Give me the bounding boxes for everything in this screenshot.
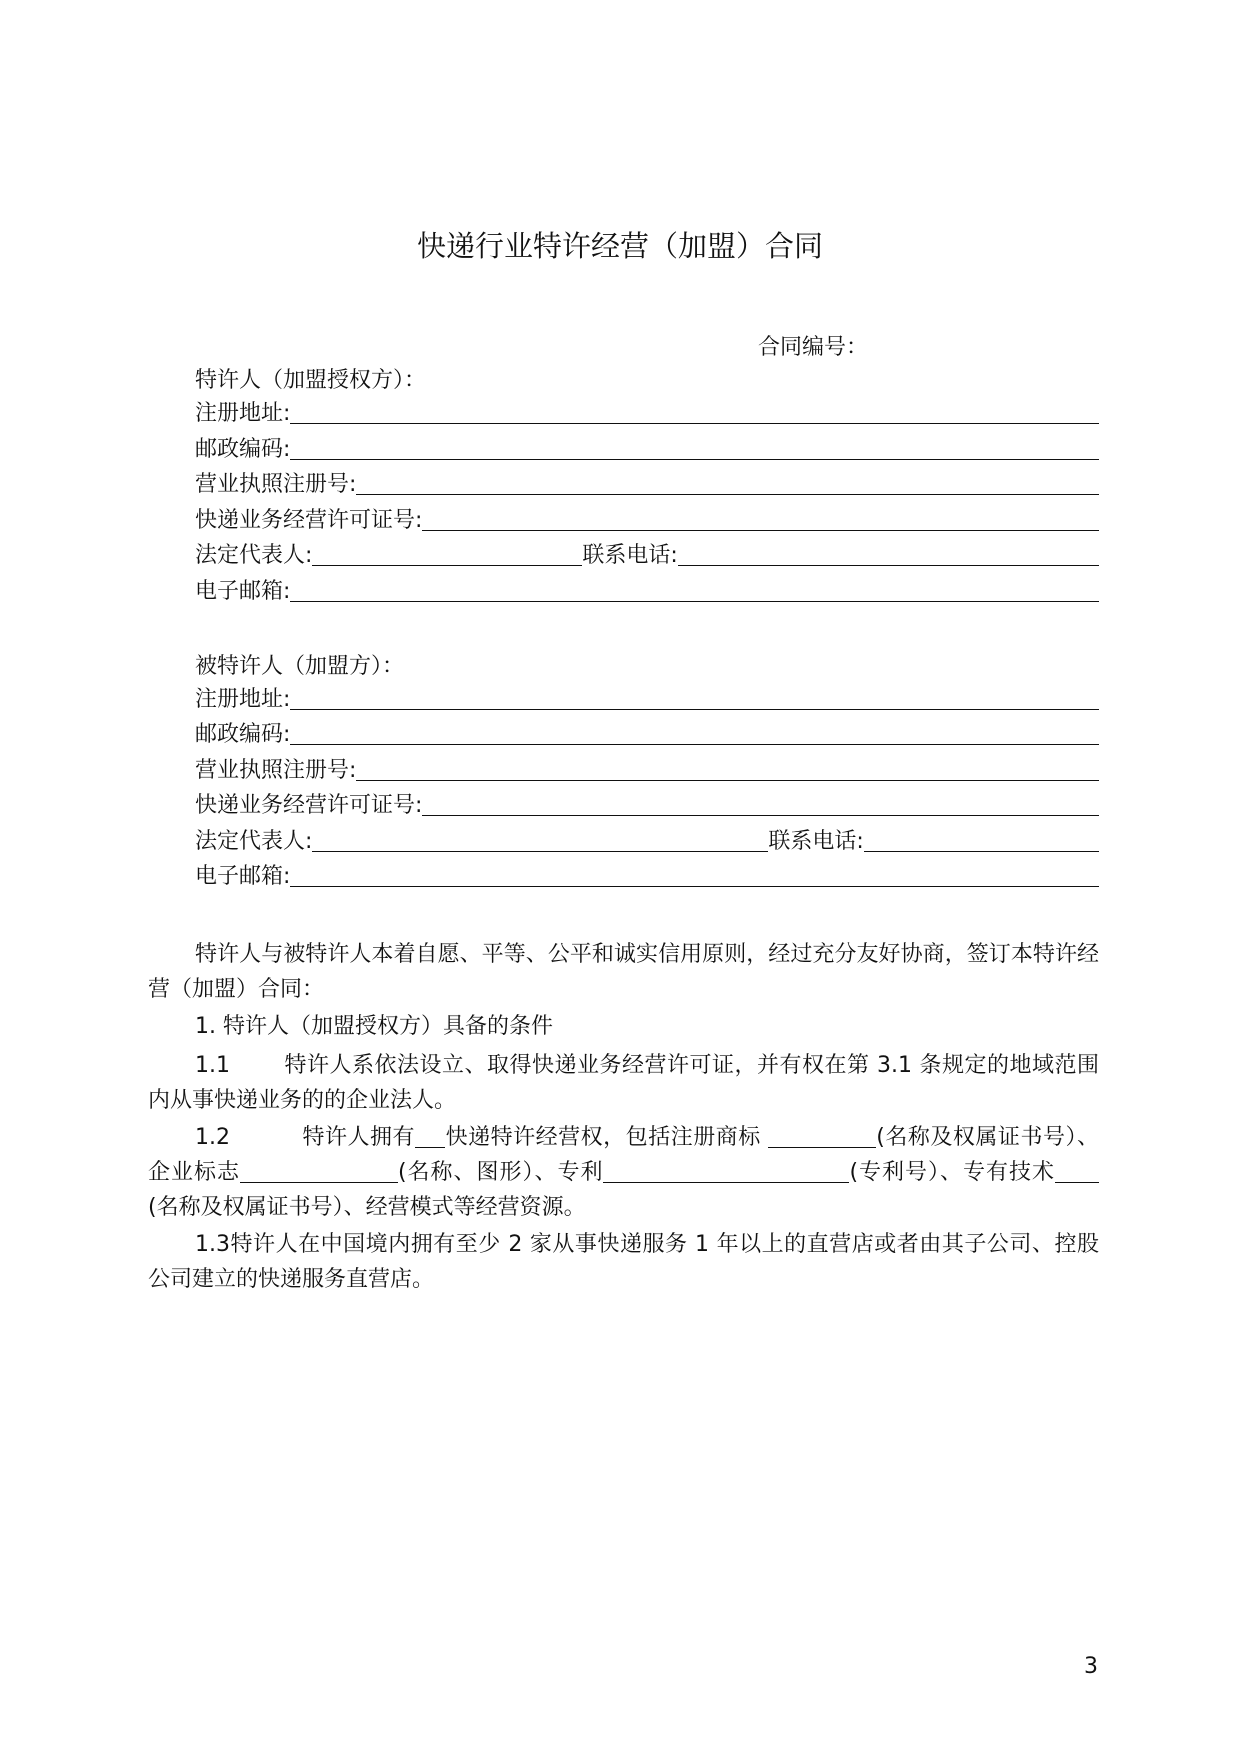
franchisee-postcode-field: [195, 719, 1099, 749]
page-number: 3: [1084, 1654, 1098, 1679]
logo-blank[interactable]: [240, 1158, 398, 1183]
franchisor-rep-phone-field: [195, 540, 1099, 570]
clause-1-2-part-b: 快递特许经营权，包括注册商标: [445, 1125, 761, 1150]
franchisee-phone-line[interactable]: [864, 827, 1099, 852]
franchisee-legal-rep-label: 法定代表人:: [195, 829, 313, 854]
franchisor-legal-rep-label: 法定代表人:: [195, 543, 313, 568]
franchisee-license-line[interactable]: [356, 756, 1099, 781]
franchisor-postcode-label: 邮政编码:: [195, 437, 291, 462]
franchisee-email-field: [195, 861, 1099, 891]
clause-1-2-part-c: (名称及权属证书号）、企业标志: [148, 1125, 1099, 1185]
section-1-text: 1. 特许人（加盟授权方）具备的条件: [195, 1014, 553, 1039]
franchisee-heading: 被特许人（加盟方）：: [195, 654, 405, 679]
franchisor-legal-rep-line[interactable]: [312, 541, 582, 566]
clause-1-2-number: 1.2: [195, 1125, 230, 1150]
franchisor-address-line[interactable]: [290, 399, 1099, 424]
clause-1-2-part-e: (专利号）、专有技术: [849, 1160, 1055, 1185]
clause-1-1: [148, 1048, 1099, 1118]
franchisor-email-field: [195, 576, 1099, 606]
contract-number-label: 合同编号：: [758, 335, 869, 360]
clause-1-1-number: 1.1: [195, 1053, 230, 1078]
clause-1-2-part-a: 特许人拥有: [302, 1125, 416, 1150]
franchisee-address-line[interactable]: [290, 685, 1099, 710]
franchisee-express-license-line[interactable]: [422, 791, 1099, 816]
franchisor-license-line[interactable]: [356, 470, 1099, 495]
patent-blank[interactable]: [603, 1158, 849, 1183]
franchisor-express-license-label: 快递业务经营许可证号:: [195, 508, 423, 533]
franchisor-address-field: [195, 398, 1099, 428]
franchisor-express-license-line[interactable]: [422, 506, 1099, 531]
franchisee-rep-phone-field: [195, 826, 1099, 856]
franchisee-license-field: [195, 755, 1099, 785]
clause-1-2-part-f: (名称及权属证书号）、经营模式等经营资源。: [148, 1195, 586, 1220]
clause-1-3-text: 1.3特许人在中国境内拥有至少 2 家从事快递服务 1 年以上的直营店或者由其子公司、控股公司建立的快递服务直营店。: [148, 1232, 1099, 1292]
franchisee-email-line[interactable]: [290, 862, 1099, 887]
trademark-blank[interactable]: [768, 1123, 876, 1148]
franchisee-postcode-line[interactable]: [290, 720, 1099, 745]
document-title: 快递行业特许经营（加盟）合同: [416, 229, 823, 263]
clause-1-2: [148, 1120, 1099, 1225]
intro-paragraph: [148, 937, 1099, 1007]
franchisor-postcode-line[interactable]: [290, 435, 1099, 460]
franchisee-postcode-label: 邮政编码:: [195, 722, 291, 747]
clause-1-3: [148, 1227, 1099, 1297]
franchisor-email-line[interactable]: [290, 577, 1099, 602]
intro-text: 特许人与被特许人本着自愿、平等、公平和诚实信用原则，经过充分友好协商，签订本特许经营（加盟）合同：: [148, 942, 1099, 1002]
technology-blank[interactable]: [1055, 1158, 1099, 1183]
franchisee-express-license-label: 快递业务经营许可证号:: [195, 793, 423, 818]
franchisee-address-field: [195, 684, 1099, 714]
franchisor-express-license-field: [195, 505, 1099, 535]
brand-name-blank[interactable]: [415, 1123, 445, 1148]
franchisor-email-label: 电子邮箱:: [195, 579, 291, 604]
franchisor-phone-label: 联系电话:: [582, 543, 678, 568]
franchisee-license-label: 营业执照注册号:: [195, 758, 357, 783]
franchisor-license-field: [195, 469, 1099, 499]
franchisee-express-license-field: [195, 790, 1099, 820]
franchisor-license-label: 营业执照注册号:: [195, 472, 357, 497]
franchisor-address-label: 注册地址:: [195, 401, 291, 426]
franchisor-postcode-field: [195, 434, 1099, 464]
franchisor-heading: 特许人（加盟授权方）：: [195, 368, 427, 393]
franchisee-phone-label: 联系电话:: [768, 829, 864, 854]
franchisee-address-label: 注册地址:: [195, 687, 291, 712]
clause-1-1-text: 特许人系依法设立、取得快递业务经营许可证，并有权在第 3.1 条规定的地域范围内从事快递业务的的企业法人。: [148, 1053, 1099, 1113]
franchisee-email-label: 电子邮箱:: [195, 864, 291, 889]
franchisee-legal-rep-line[interactable]: [312, 827, 768, 852]
section-1-heading: [148, 1009, 1099, 1044]
clause-1-2-part-d: (名称、图形）、专利: [397, 1160, 604, 1185]
franchisor-phone-line[interactable]: [678, 541, 1099, 566]
